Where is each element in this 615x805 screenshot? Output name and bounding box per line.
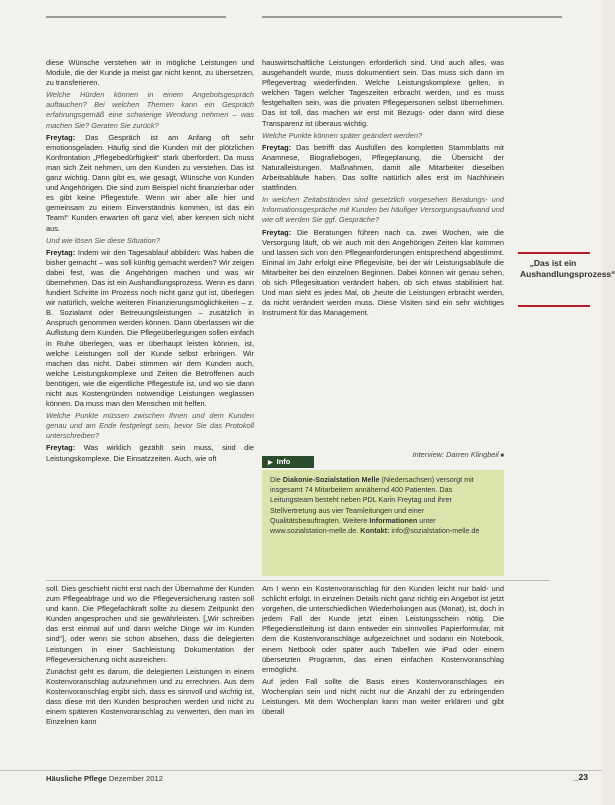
interview-answer (262, 143, 504, 193)
body-paragraph: hauswirtschaftliche Leistungen erforderlich sind. Und auch alles, was ausgehandelt wurde, muss dokumentiert sein. Das muss sich dann im Pflegevertrag wiederfinden. Welche Leistungskomplexe gelten, in welchen Tagen welcher Tageszeiten erbracht werden, und es muss festgehalten sein, was die privaten Pflegepersonen selbst übernehmen. Das ist toll, das machen wir erst mit Bezugs- oder dann wird diese Transparenz ist überaus wichtig. (262, 58, 504, 128)
article-column-lower-left (46, 584, 254, 764)
article-column-upper-right (262, 58, 504, 448)
article-column-lower-right (262, 584, 504, 764)
info-box-header (262, 456, 314, 468)
magazine-title: Häusliche Pflege (46, 774, 107, 783)
info-box (262, 457, 504, 576)
interview-signature: Interview: Darren Klingbeil ■ (262, 450, 504, 461)
answer-text: Das betrifft das Ausfüllen des kompletten Stammblatts mit Anamnese, Biografiebogen, Pflegeplanung, die Übersicht der Naturalleistungen. Maßnahmen, damit alle Mitarbeiter dieselben Arbeitsabläufe haben. Das sollte natürlich alles erst im Nachhinein stattfinden. (262, 142, 504, 193)
article-column-upper-left (46, 58, 254, 470)
interview-answer (46, 133, 254, 234)
pullquote-rule-bottom (518, 305, 590, 307)
speaker-name: Freytag: (46, 132, 76, 142)
interview-question: Und wie lösen Sie diese Situation? (46, 235, 160, 245)
info-kontakt-label: Kontakt: (360, 526, 390, 536)
page-number-value: 23 (578, 772, 588, 782)
answer-text: Indem wir den Tagesablauf abbilden: Was haben die bisher gemacht – was soll künftig gemacht werden? Wir zeigen dabei fest, was die Angehörigen machen und was wir übernehmen. Das ist ein Aushandlungsprozess. Wenn es dann fundiert Schritte im Prozess noch nicht ganz gut ist, überlegen wir natürlich, welche weiteren Finanzierungsmöglichkeiten – z. B. Sozialamt oder Betreuungsleistungen – zusätzlich in Anspruch genommen werden können. Dann überlassen wir die Auflistung dem Kunden. Die Pflegeüberlegungen sollen einfach in Ruhe überlegen, was er überhaupt leisten können, ist, welche Leistungen soll der Kunde selbst erbringen. Wir machen das nicht. Dabei stimmen wir dem Kunden auch, welche Leistungskomplexe und Zeiten die Betroffenen auch benötigen, wie die eigentliche Pflegestufe ist, und wo sie dann nicht aus Kostengründen notwendige Leistungen weglassen können. Da muss man den Menschen mit helfen. (46, 247, 254, 409)
info-box-label: Info (276, 457, 291, 466)
speaker-name: Freytag: (262, 227, 292, 237)
answer-text: Was wirklich gezählt sein muss, sind die Leistungskomplexe. Die Einsatzzeiten. Auch, wie oft (46, 443, 254, 463)
body-paragraph: diese Wünsche verstehen wir in mögliche Leistungen und Module, die der Kunde ja meist gar nicht kennt, zu übersetzen, zu transferieren. (46, 58, 254, 88)
body-paragraph: soll. Dies geschieht nicht erst nach der Übernahme der Kunden zum Pflegeabfrage und wo die Pflegeversicherung rasten soll und kann. Die Pflegefachkraft sollte zu diesem Zeitpunkt den Kunden angesprochen und sie gewährleisten. [„Wir schreiben das erst einmal auf und dann welche Dinge wir im Kunden sind“], oder wenn sie schon absehen, dass die delegierten Leistungen in einer Sachleistung Dokumentation der Pflegeversicherung nicht ausreichen. (46, 584, 254, 664)
pullquote-rule-top (518, 252, 590, 254)
info-text-a: (Niedersachsen) versorgt mit insgesamt 74 Mitarbeitern annähernd 400 Patienten. Das Leitungsteam besteht neben PDL Karin Freytag und ihrer Stellvertretung aus vier Teamleitungen und einer Qualitätsbeauftragten. Weitere (270, 475, 474, 525)
pull-quote: „Das ist ein Aushandlungsprozess“ (520, 258, 615, 279)
triangle-right-icon: ▶ (268, 460, 273, 466)
answer-text: Die Beratungen führen nach ca. zwei Wochen, wie die Versorgung läuft, ob wir auch mit den Angehörigen Zeiten klar kommen und lassen sich von den Pflegeanforderungen entsprechend abgestimmt. Einmal im Jahr erfolgt eine Pflegevisite, bei der wir Leistungsabläufe die Mitarbeiter bei den einzelnen Beginnen. Dabei können wir genau sehen, ob sich Pflegesituation verändert haben, ob sich etwas stabilisiert hat. Und man sieht es jedes Mal, ob „heute die Leistungen erbracht werden, da nicht verändert werden muss. Diese Visiten sind ein sehr wichtiges Instrument für das Management. (262, 227, 505, 318)
interview-question: Welche Punkte müssen zwischen Ihnen und dem Kunden genau und am Ende festgelegt sein, bevor Sie das Protokoll unterschreiben? (46, 411, 254, 441)
issue-date: Dezember 2012 (108, 774, 163, 783)
info-email[interactable]: info@sozialstation-melle.de (389, 526, 480, 536)
interview-question: Welche Punkte können später geändert werden? (262, 130, 423, 140)
section-divider (46, 580, 550, 581)
speaker-name: Freytag: (262, 142, 292, 152)
body-paragraph: Am I wenn ein Kostenvoranschlag für den Kunden leicht nur bald- und schlicht erfolgt. In einzelnen Details nicht ganz richtig ein Angebot ist jetzt vorgehen, die unterschiedlichen Wiederholungen aus (Monat), ist, doch in jedem Fall der Kunde jetzt einen Leistungsschein nötig. Die Pflegedienstleitung ist dann entweder ein sinnvolles Papierformular, mit dem die Kostenvoranschläge aufgezeichnet und sodann ein Notebook, einem Netbook oder später auch Tabellen wie iPad oder einem übersetzten Programm, das einen einfachen Kostenvoranschlag ermöglicht. (262, 584, 504, 674)
answer-text: Das Gespräch ist am Anfang oft sehr emotionsgeladen. Häufig sind die Kunden mit der plötzlichen Konfrontation „Pflegebedürftigkeit“ stark überfordert. Da muss man sich Zeit nehmen, um den Kunden zu verstehen. Das ist ganz wichtig. Dann gibt es, wie gesagt, Wünsche von Kunden und Angehörigen. Die sind zum Beispiel nicht finanzierbar oder es gibt keine Pflegestufe. Wenn wir aber alle hier und gemeinsam zu einem Einverständnis kommen, ist das ein Team!“ Kunden erwarten oft ganz viel, aber kennen sich nicht aus. (46, 132, 254, 233)
footer-rule (0, 770, 602, 771)
speaker-name: Freytag: (46, 443, 76, 453)
info-text-pre: Die (270, 475, 283, 484)
page-number: _23 (573, 772, 588, 782)
speaker-name: Freytag: (46, 247, 76, 257)
body-paragraph: Auf jeden Fall sollte die Basis eines Kostenvoranschlages ein Wochenplan sein und nicht nicht nur die Anzahl der zu erbringenden Leistungen. Mit dem Wochenplan kann man weiter erklären und gibt überall (262, 676, 504, 717)
interview-answer (262, 228, 504, 319)
body-paragraph: Zunächst geht es darum, die delegierten Leistungen in einem Kostenvoranschlag aufzunehmen und zu errechnen. Aus dem Kostenvoranschlag ergibt sich, dass es sinnvoll und wichtig ist, dass diese mit den Kunden besprochen werden und nicht zu einem späteren Kostenvoranschlag zu verwerten, den man im Einzelnen kann (46, 666, 254, 727)
info-informationen: Informationen (369, 515, 418, 525)
interview-question: In welchen Zeitabständen sind gesetzlich vorgesehen Beratungs- und Informationsgespräche mit Kunden bei häufiger Versorgungsaufwand und wie oft werden Sie ggf. Gespräche? (262, 195, 504, 225)
interview-question: Welche Hürden können in einem Angebotsgespräch auftauchen? Bei welchen Themen kann ein Gespräch erfahrungsgemäß eine schwierige Wendung nehmen – was machen Sie? Geraten Sie zurück? (46, 90, 254, 130)
info-org-name: Diakonie-Sozialstation Melle (282, 475, 380, 484)
footer-magazine (46, 774, 163, 783)
top-rule-left (46, 16, 226, 18)
info-website[interactable]: unter www.sozialstation-melle.de. (270, 515, 436, 536)
interview-answer (46, 248, 254, 410)
top-rule-right (262, 16, 562, 18)
interview-answer (46, 443, 254, 463)
info-box-text (262, 470, 504, 541)
